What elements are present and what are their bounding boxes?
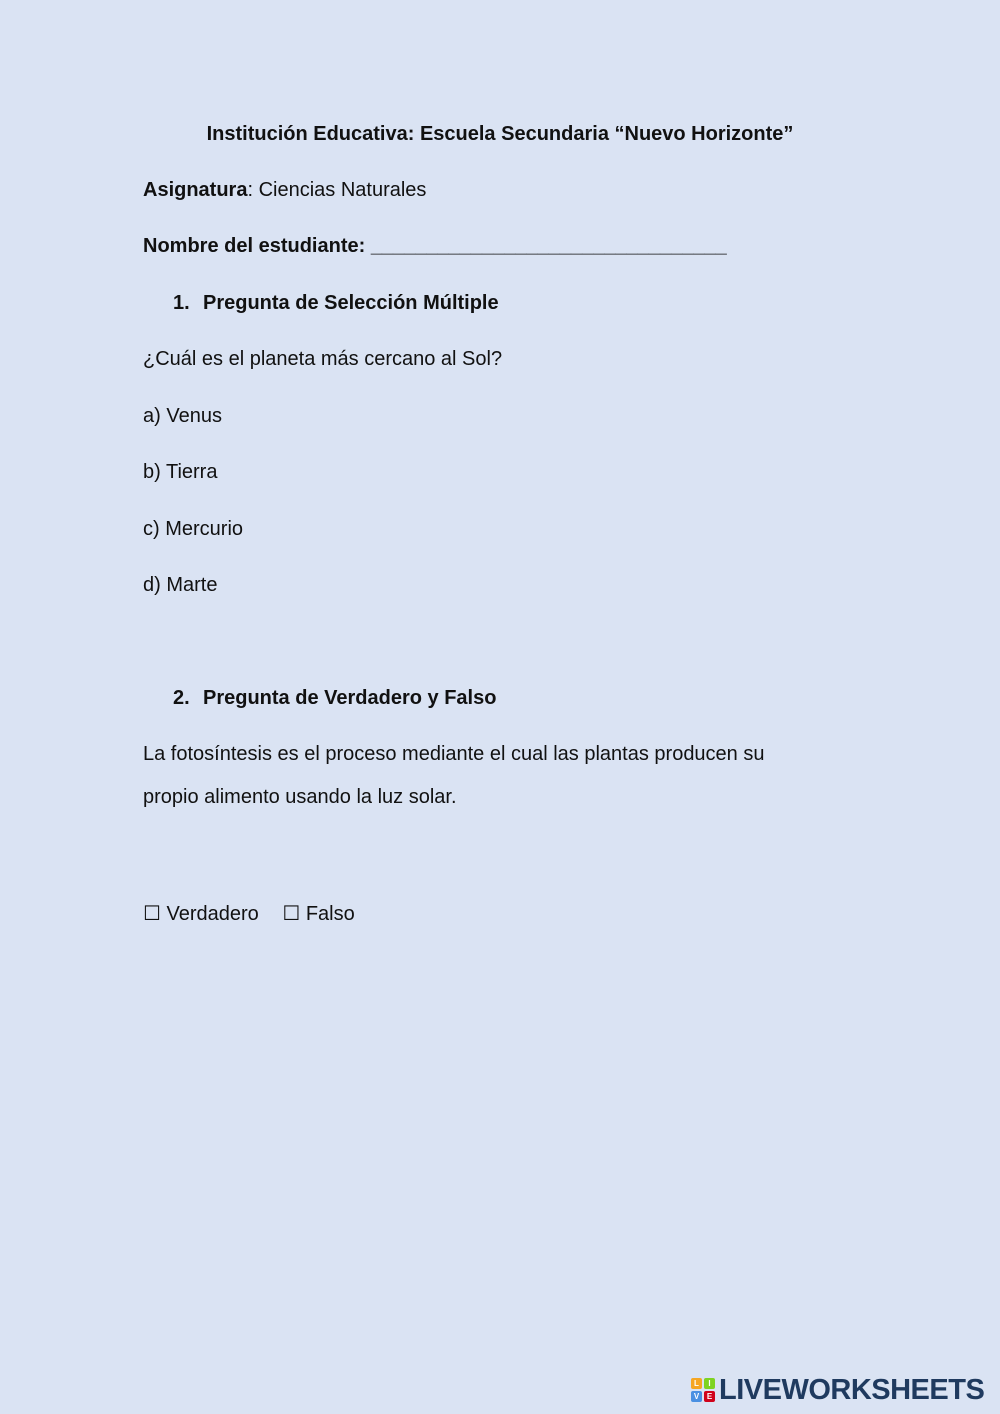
true-false-options (143, 902, 373, 926)
logo-mark-v: V (691, 1391, 702, 1402)
student-name-line (143, 234, 727, 258)
school-title: Institución Educativa: Escuela Secundaria “Nuevo Horizonte” (206, 123, 794, 145)
subject-label: Asignatura (143, 179, 248, 201)
question2-number: 2. (173, 687, 190, 709)
question1-number: 1. (173, 292, 190, 314)
student-name-label: Nombre del estudiante: (143, 235, 371, 257)
option-c[interactable]: c) Mercurio (143, 518, 244, 540)
subject-line (143, 178, 426, 202)
question2-statement: La fotosíntesis es el proceso mediante el cual las plantas producen su propio alimento usando la luz solar. (143, 743, 765, 808)
logo-mark-l: L (691, 1378, 702, 1389)
student-name-blank[interactable]: ________________________________ (370, 235, 727, 257)
question2-heading (173, 686, 496, 710)
liveworksheets-logo-icon (691, 1378, 715, 1402)
checkbox-falso[interactable]: ☐ Falso (282, 903, 355, 925)
liveworksheets-logo-text: LIVEWORKSHEETS (719, 1373, 985, 1406)
question1-heading (173, 291, 499, 315)
subject-value: : Ciencias Naturales (247, 179, 427, 201)
liveworksheets-logo (691, 1373, 984, 1407)
question1-prompt: ¿Cuál es el planeta más cercano al Sol? (143, 348, 503, 370)
option-b[interactable]: b) Tierra (143, 461, 218, 483)
option-a[interactable]: a) Venus (143, 405, 222, 427)
question2-title: Pregunta de Verdadero y Falso (203, 687, 497, 709)
logo-mark-i: I (704, 1378, 715, 1389)
question1-title: Pregunta de Selección Múltiple (203, 292, 499, 314)
option-d[interactable]: d) Marte (143, 574, 218, 596)
logo-mark-e: E (704, 1391, 715, 1402)
checkbox-verdadero[interactable]: ☐ Verdadero (143, 903, 259, 925)
